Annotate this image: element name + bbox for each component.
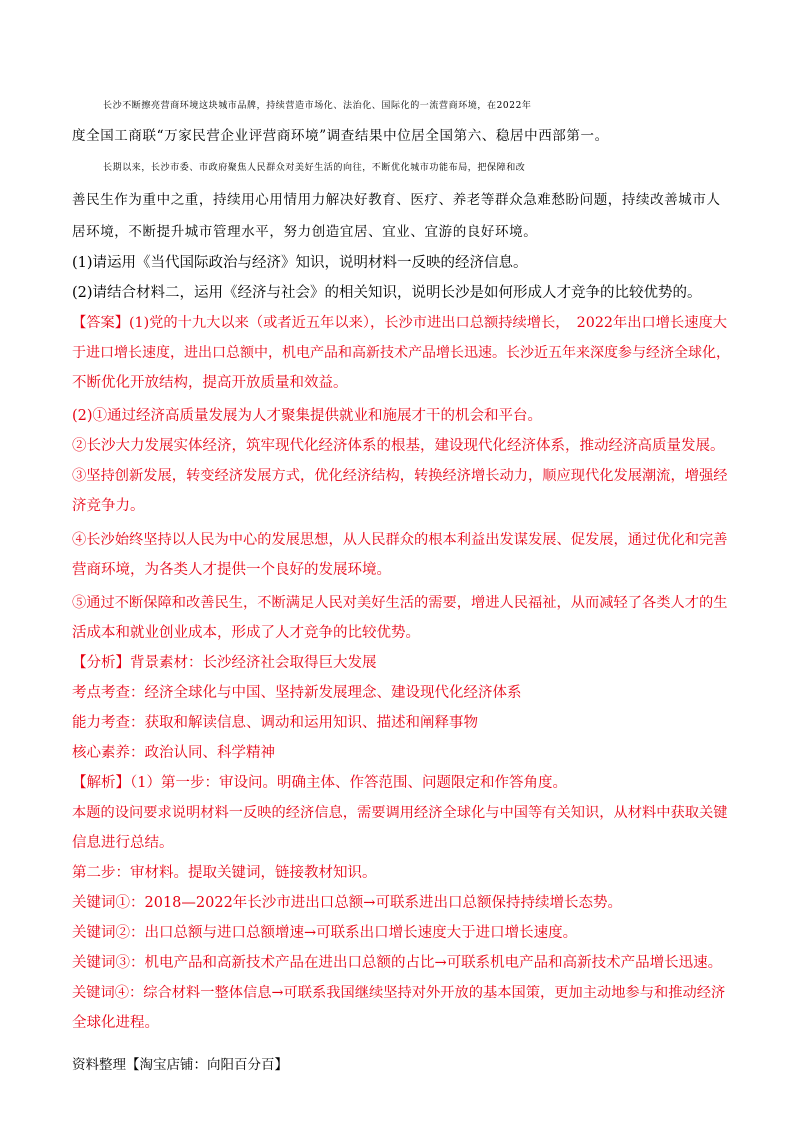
- answer-part-2-point-5-line-2: 活成本和就业创业成本，形成了人才竞争的比较优势。: [72, 625, 420, 641]
- explanation-line-2: 本题的设问要求说明材料一反映的经济信息，需要调用经济全球化与中国等有关知识，从材料中获取关键: [72, 805, 728, 821]
- answer-part-2-point-2: ②长沙大力发展实体经济，筑牢现代化经济体系的根基，建设现代化经济体系，推动经济高质量发展。: [72, 438, 725, 454]
- explanation-step-1: 【解析】（1）第一步：审设问。明确主体、作答范围、问题限定和作答角度。: [72, 775, 567, 791]
- keyword-1: 关键词①：2018—2022年长沙市进出口总额→可联系进出口总额保持持续增长态势。: [72, 895, 622, 911]
- analysis-ability: 能力考查：获取和解读信息、调动和运用知识、描述和阐释事物: [72, 715, 478, 731]
- material-paragraph-1-line-1: 长沙不断擦亮营商环境这块城市品牌，持续营造市场化、法治化、国际化的一流营商环境，在2022年: [103, 101, 532, 111]
- keyword-4-line-1: 关键词④：综合材料一整体信息→可联系我国继续坚持对外开放的基本国策，更加主动地参与和推动经济: [72, 985, 726, 1001]
- answer-part-2-point-5-line-1: ⑤通过不断保障和改善民生，不断满足人民对美好生活的需要，增进人民福祉，从而减轻了各类人才的生: [72, 595, 728, 611]
- analysis-background: 【分析】背景素材：长沙经济社会取得巨大发展: [72, 655, 377, 671]
- answer-part-2-point-3-line-1: ③坚持创新发展，转变经济发展方式，优化经济结构，转换经济增长动力，顺应现代化发展潮流，增强经: [72, 468, 728, 484]
- answer-part-1-line-2: 于进口增长速度，进出口总额中，机电产品和高新技术产品增长迅速。长沙近五年来深度参与经济全球化，: [72, 345, 730, 361]
- material-paragraph-2-line-1: 长期以来，长沙市委、市政府聚焦人民群众对美好生活的向往，不断优化城市功能布局，把保障和改: [103, 163, 526, 173]
- material-paragraph-2-line-2: 善民生作为重中之重，持续用心用情用力解决好教育、医疗、养老等群众急难愁盼问题，持续改善城市人: [72, 192, 721, 208]
- material-paragraph-2-line-3: 居环境，不断提升城市管理水平，努力创造宜居、宜业、宜游的良好环境。: [72, 224, 538, 240]
- question-2: (2)请结合材料二，运用《经济与社会》的相关知识，说明长沙是如何形成人才竞争的比较优势的。: [72, 285, 702, 301]
- answer-part-2-point-4-line-1: ④长沙始终坚持以人民为中心的发展思想，从人民群众的根本利益出发谋发展、促发展，通过优化和完善: [72, 532, 728, 548]
- answer-part-2-point-1: (2)①通过经济高质量发展为人才聚集提供就业和施展才干的机会和平台。: [72, 408, 543, 424]
- keyword-2: 关键词②：出口总额与进口总额增速→可联系出口增长速度大于进口增长速度。: [72, 925, 578, 941]
- answer-part-1-line-3: 不断优化开放结构，提高开放质量和效益。: [72, 375, 348, 391]
- keyword-4-line-2: 全球化进程。: [72, 1015, 159, 1031]
- analysis-knowledge-points: 考点考查：经济全球化与中国、坚持新发展理念、建设现代化经济体系: [72, 685, 522, 701]
- answer-part-1-line-1: 【答案】(1)党的十九大以来（或者近五年以来），长沙市进出口总额持续增长， 2022年出口增长速度大: [72, 315, 727, 331]
- explanation-line-3: 信息进行总结。: [72, 835, 174, 851]
- answer-part-2-point-4-line-2: 营商环境，为各类人才提供一个良好的发展环境。: [72, 562, 391, 578]
- analysis-core-literacy: 核心素养：政治认同、科学精神: [72, 745, 275, 761]
- footer-note: 资料整理【淘宝店铺：向阳百分百】: [72, 1057, 288, 1073]
- keyword-3: 关键词③：机电产品和高新技术产品在进出口总额的占比→可联系机电产品和高新技术产品增长迅速。: [72, 955, 723, 971]
- explanation-step-2: 第二步：审材料。提取关键词，链接教材知识。: [72, 865, 377, 881]
- answer-part-2-point-3-line-2: 济竞争力。: [72, 498, 145, 514]
- material-paragraph-1-line-2: 度全国工商联“万家民营企业评营商环境”调查结果中位居全国第六、稳居中西部第一。: [72, 128, 609, 144]
- question-1: (1)请运用《当代国际政治与经济》知识，说明材料一反映的经济信息。: [72, 255, 528, 271]
